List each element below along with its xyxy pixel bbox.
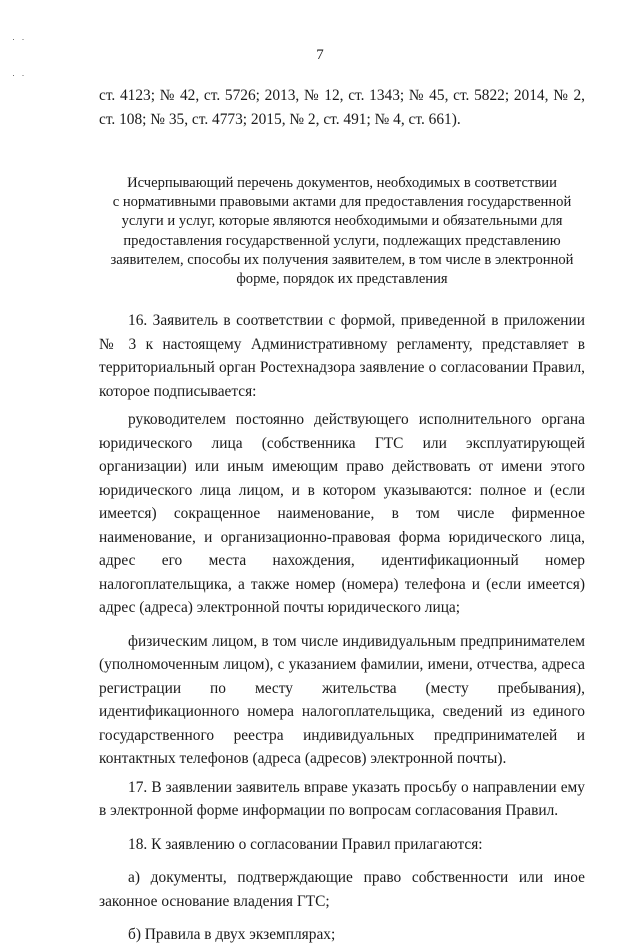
scan-artifact-bottom: · · [12,70,27,80]
heading-line: услуги и услуг, которые являются необходимыми и обязательными для [121,213,563,230]
section-heading [99,174,585,289]
heading-line: форме, порядок их представления [236,271,448,288]
paragraph-16-signatory-legal-entity: руководителем постоянно действующего исполнительного органа юридического лица (собственника ГТС или эксплуатирующей организации) или иным имеющим право действовать от имени этого юридического лица лицом, и в котором указываются: полное и (если имеется) сокращенное наименование, в том числе фирменное наименование, и организационно-правовая форма юридического лица, адрес его места нахождения, идентификационный номер налогоплательщика, а также номер (номера) телефона и (если имеется) адрес (адреса) электронной почты юридического лица; [99,411,585,617]
paragraph-16-signatory-individual: физическим лицом, в том числе индивидуальным предпринимателем (уполномоченным лицом), с указанием фамилии, имени, отчества, адреса регистрации по месту жительства (месту пребывания), идентификационного номера налогоплательщика, сведений из единого государственного реестра индивидуальных предпринимателей и контактных телефонов (адреса (адресов) электронной почты). [99,632,585,768]
paragraph-18-item-b: б) Правила в двух экземплярах; [128,926,336,944]
page-number: 7 [316,47,324,63]
heading-line: предоставления государственной услуги, подлежащих представлению [123,232,561,249]
heading-line: заявителем, способы их получения заявителем, в том числе в электронной [110,251,574,268]
document-body [99,84,585,947]
paragraph-17: 17. В заявлении заявитель вправе указать просьбу о направлении ему в электронной форме информации по вопросам согласования Правил. [99,778,585,820]
heading-line: с нормативными правовыми актами для предоставления государственной [112,194,572,211]
citation-text: ст. 4123; № 42, ст. 5726; 2013, № 12, ст. 1343; № 45, ст. 5822; 2014, № 2, ст. 108; № 35, ст. 4773; 2015, № 2, ст. 491; № 4, ст. 661). [99,87,585,128]
heading-line: Исчерпывающий перечень документов, необходимых в соответствии [127,175,557,191]
paragraph-18-item-a: а) документы, подтверждающие право собственности или иное законное основание владения ГТС; [99,869,585,910]
paragraph-16: 16. Заявитель в соответствии с формой, приведенной в приложении № 3 к настоящему Административному регламенту, представляет в территориальный орган Ростехнадзора заявление о согласовании Правил, которое подписывается: [99,312,585,400]
paragraph-18: 18. К заявлению о согласовании Правил прилагаются: [128,835,483,853]
scan-artifact-top: · · [12,34,27,44]
